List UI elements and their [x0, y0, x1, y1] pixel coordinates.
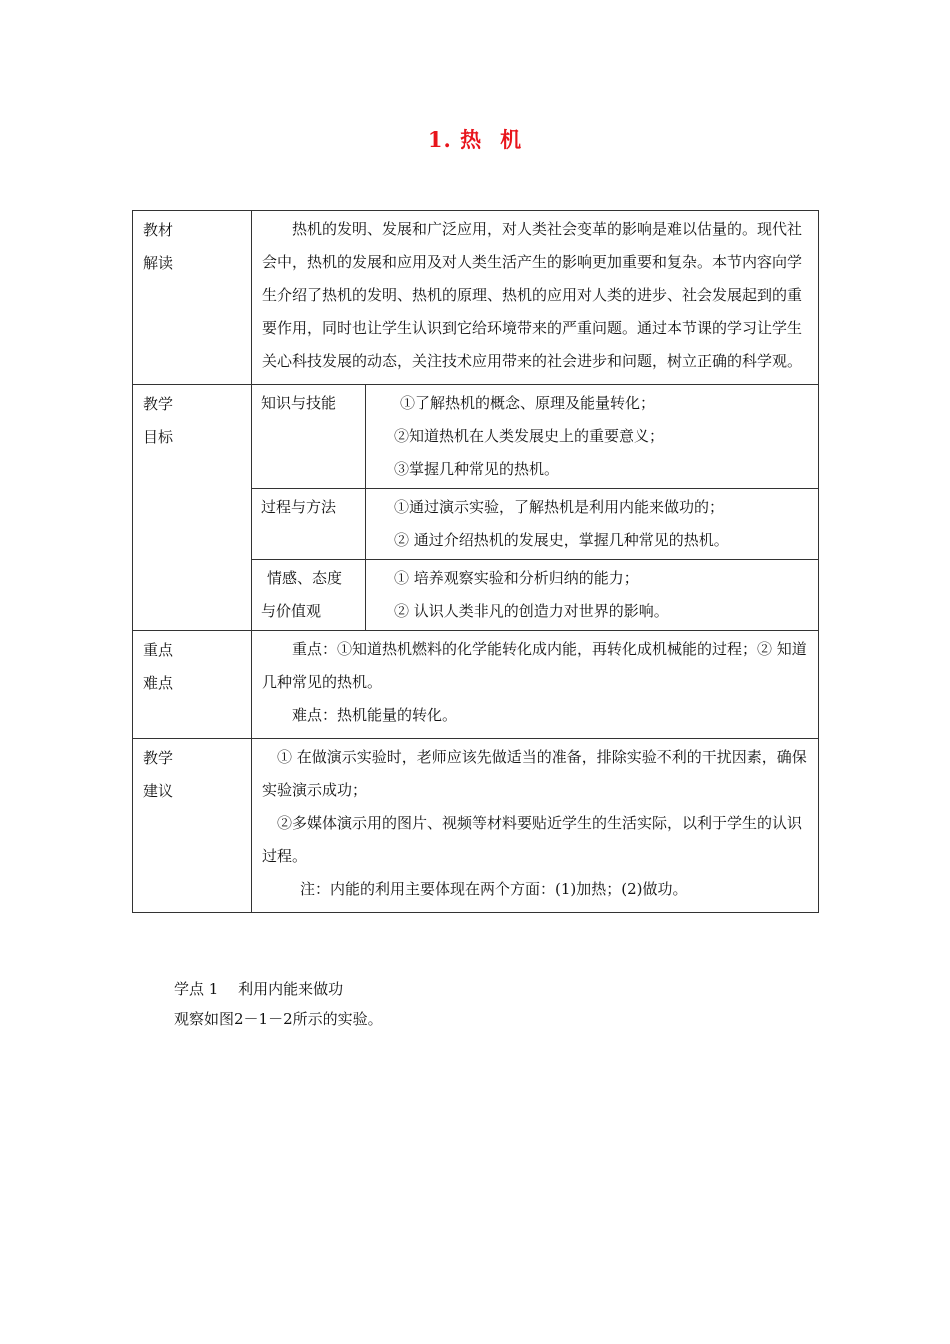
textbook-label: 教材 解读	[133, 211, 252, 385]
suggestion-note: 注：内能的利用主要体现在两个方面：(1)加热；(2)做功。	[300, 880, 688, 898]
goal-knowledge-label: 知识与技能	[252, 385, 366, 489]
title-char-2: 机	[500, 127, 523, 152]
suggestions-row	[133, 739, 819, 913]
suggestions-content	[252, 739, 819, 913]
goals-inner-table	[252, 385, 818, 630]
goal-emotion-items: ① 培养观察实验和分析归纳的能力； ② 认识人类非凡的创造力对世界的影响。	[394, 569, 669, 620]
goal-knowledge-row	[252, 385, 818, 489]
title-number: 1.	[427, 127, 452, 152]
textbook-paragraph: 热机的发明、发展和广泛应用，对人类社会变革的影响是难以估量的。现代社会中，热机的发展和应用及对人类生活产生的影响更加重要和复杂。本节内容向学生介绍了热机的发明、热机的原理、热机的应用对人类的进步、社会发展起到的重要作用，同时也让学生认识到它给环境带来的严重问题。通过本节课的学习让学生关心科技发展的动态，关注技术应用带来的社会进步和问题，树立正确的科学观。	[262, 220, 803, 370]
key-points-label: 重点 难点	[133, 631, 252, 739]
goal-process-label: 过程与方法	[252, 489, 366, 560]
lesson-overview-table	[132, 210, 819, 913]
suggestion-item-1: ① 在做演示实验时，老师应该先做适当的准备，排除实验不利的干扰因素，确保实验演示成功；	[262, 748, 807, 799]
goals-row	[133, 385, 819, 631]
key-point-text: 重点：①知道热机燃料的化学能转化成内能，再转化成机械能的过程；② 知道几种常见的热机。	[262, 640, 807, 691]
textbook-content	[252, 211, 819, 385]
goal-emotion-row	[252, 560, 818, 631]
difficult-point-text: 难点：热机能量的转化。	[292, 706, 458, 724]
goal-knowledge-items: ①了解热机的概念、原理及能量转化； ②知道热机在人类发展史上的重要意义； ③掌握几种常见的热机。	[366, 385, 819, 489]
goal-emotion-label: 情感、态度 与价值观	[252, 560, 366, 631]
observation-line: 观察如图2－1－2所示的实验。	[174, 1010, 383, 1028]
page-title	[0, 124, 950, 154]
study-point-heading: 学点 1 利用内能来做功	[174, 980, 344, 998]
after-table-text	[174, 974, 383, 1034]
textbook-row	[133, 211, 819, 385]
key-points-row	[133, 631, 819, 739]
goals-content	[252, 385, 819, 631]
suggestions-label: 教学 建议	[133, 739, 252, 913]
goal-process-row	[252, 489, 818, 560]
goals-label: 教学 目标	[133, 385, 252, 631]
title-char-1: 热	[460, 127, 483, 152]
suggestion-item-2: ②多媒体演示用的图片、视频等材料要贴近学生的生活实际，以利于学生的认识过程。	[262, 814, 803, 865]
key-points-content	[252, 631, 819, 739]
goal-process-items: ①通过演示实验，了解热机是利用内能来做功的； ② 通过介绍热机的发展史，掌握几种常见的热机。	[366, 489, 819, 560]
